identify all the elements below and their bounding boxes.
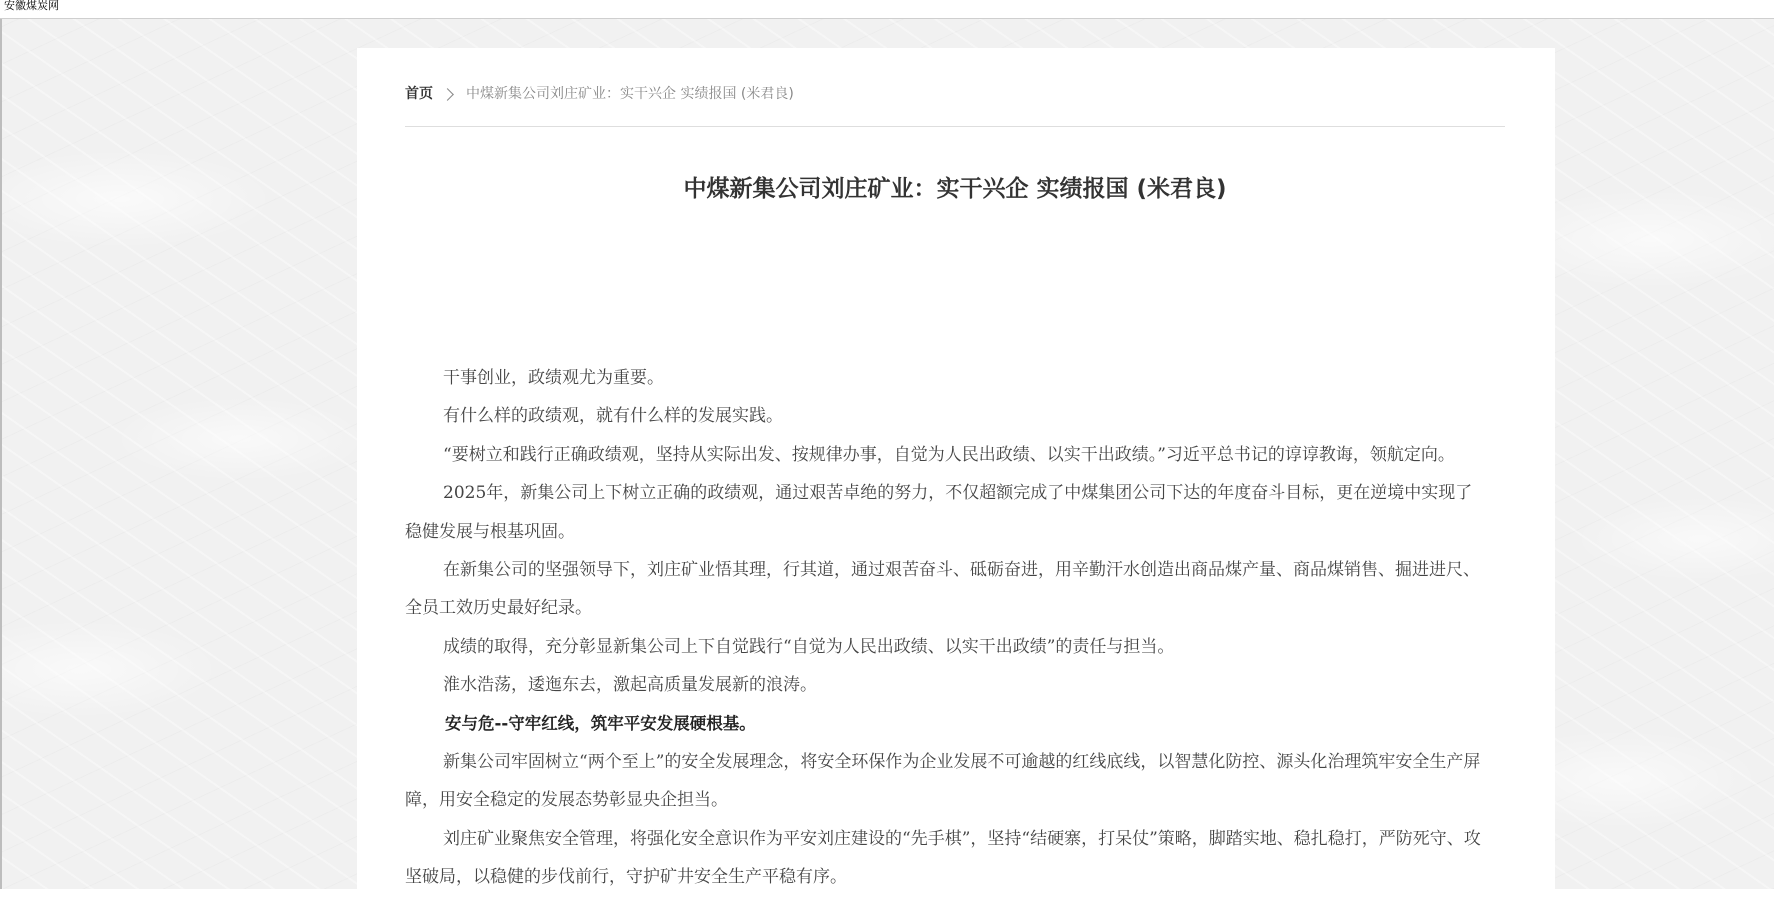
header-divider [405, 126, 1505, 127]
breadcrumb [405, 84, 794, 104]
article-paragraph: 刘庄矿业聚焦安全管理，将强化安全意识作为平安刘庄建设的“先手棋”，坚持“结硬寨，打呆仗”策略，脚踏实地、稳扎稳打，严防死守、攻坚破局，以稳健的步伐前行，守护矿井安全生产平稳有序。 [405, 828, 1481, 888]
breadcrumb-home-link[interactable]: 首页 [405, 86, 433, 102]
breadcrumb-current: 中煤新集公司刘庄矿业：实干兴企 实绩报国 (米君良) [466, 86, 794, 102]
article-paragraph: 成绩的取得，充分彰显新集公司上下自觉践行“自觉为人民出政绩、以实干出政绩”的责任与担当。 [443, 636, 1175, 657]
section-subheading: 安与危--守牢红线，筑牢平安发展硬根基。 [445, 713, 756, 733]
article-paragraph: 淮水浩荡，逶迤东去，激起高质量发展新的浪涛。 [443, 675, 817, 696]
article-body [405, 359, 1485, 897]
article-paragraph: 新集公司牢固树立“两个至上”的安全发展理念，将安全环保作为企业发展不可逾越的红线底线，以智慧化防控、源头化治理筑牢安全生产屏障，用安全稳定的发展态势彰显央企担当。 [405, 752, 1481, 811]
site-name: 安徽煤炭网 [4, 0, 59, 12]
article-paragraph: 2025年，新集公司上下树立正确的政绩观，通过艰苦卓绝的努力，不仅超额完成了中煤集团公司下达的年度奋斗目标，更在逆境中实现了稳健发展与根基巩固。 [405, 483, 1473, 542]
browser-top-bar [0, 0, 1774, 19]
article-paragraph: 在新集公司的坚强领导下，刘庄矿业悟其理，行其道，通过艰苦奋斗、砥砺奋进，用辛勤汗水创造出商品煤产量、商品煤销售、掘进进尺、全员工效历史最好纪录。 [405, 560, 1480, 619]
article-container [357, 48, 1555, 889]
article-paragraph: 有什么样的政绩观，就有什么样的发展实践。 [443, 406, 783, 427]
article-title: 中煤新集公司刘庄矿业：实干兴企 实绩报国 (米君良) [683, 176, 1227, 202]
article-paragraph: “要树立和践行正确政绩观，坚持从实际出发、按规律办事，自觉为人民出政绩、以实干出政绩。”习近平总书记的谆谆教诲，领航定向。 [443, 444, 1455, 465]
chevron-right-icon [441, 88, 454, 101]
article-paragraph: 干事创业，政绩观尤为重要。 [443, 368, 664, 388]
window-left-edge [0, 19, 2, 889]
